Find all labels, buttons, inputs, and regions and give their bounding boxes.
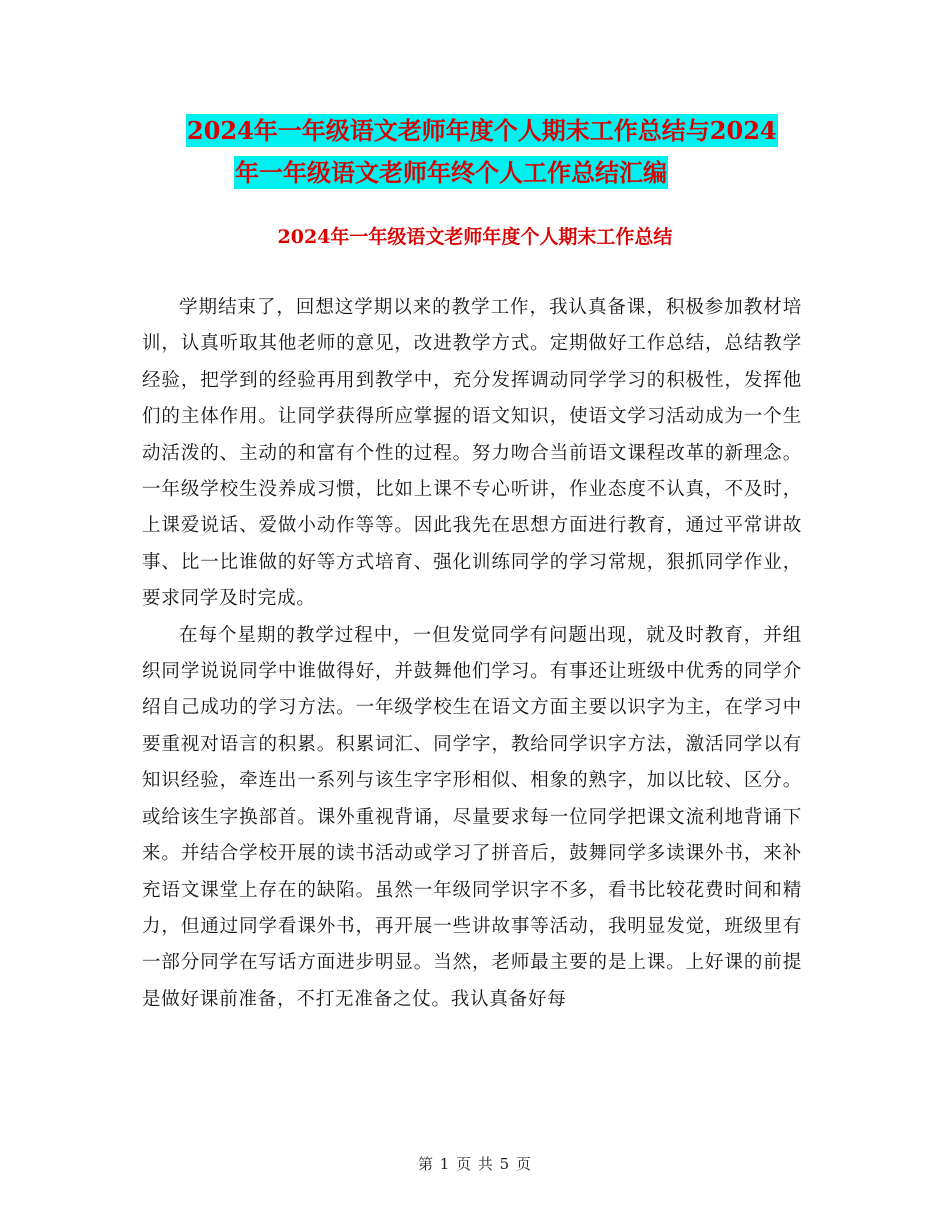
document-title-line2: 年一年级语文老师年终个人工作总结汇编 [235,158,667,187]
body-paragraph-2: 在每个星期的教学过程中，一但发觉同学有问题出现，就及时教育，并组织同学说说同学中谁做得好，并鼓舞他们学习。有事还让班级中优秀的同学介绍自己成功的学习方法。一年级学校生在语文方面主要以识字为主，在学习中要重视对语言的积累。积累词汇、同学字，教给同学识字方法，激活同学以有知识经验，牵连出一系列与该生字字形相似、相象的熟字，加以比较、区分。或给该生字换部首。课外重视背诵，尽量要求每一位同学把课文流利地背诵下来。并结合学校开展的读书活动或学习了拼音后，鼓舞同学多读课外书，来补充语文课堂上存在的缺陷。虽然一年级同学识字不多，看书比较花费时间和精力，但通过同学看课外书，再开展一些讲故事等活动，我明显发觉，班级里有一部分同学在写话方面进步明显。当然，老师最主要的是上课。上好课的前提是做好课前准备，不打无准备之仗。我认真备好每 [142,624,802,1010]
section-title: 2024年一年级语文老师年度个人期末工作总结 [277,226,673,248]
document-title [186,110,808,194]
page-number-footer: 第 1 页 共 5 页 [418,1155,532,1173]
body-paragraph-1: 学期结束了，回想这学期以来的教学工作，我认真备课，积极参加教材培训，认真听取其他老师的意见，改进教学方式。定期做好工作总结，总结教学经验，把学到的经验再用到教学中，充分发挥调动同学学习的积极性，发挥他们的主体作用。让同学获得所应掌握的语文知识，使语文学习活动成为一个生动活泼的、主动的和富有个性的过程。努力吻合当前语文课程改革的新理念。一年级学校生没养成习惯，比如上课不专心听讲，作业态度不认真，不及时，上课爱说话、爱做小动作等等。因此我先在思想方面进行教育，通过平常讲故事、比一比谁做的好等方式培育、强化训练同学的学习常规，狠抓同学作业，要求同学及时完成。 [142,297,802,610]
document-title-line1: 2024年一年级语文老师年度个人期末工作总结与2024 [187,116,777,145]
document-body [142,290,802,1018]
